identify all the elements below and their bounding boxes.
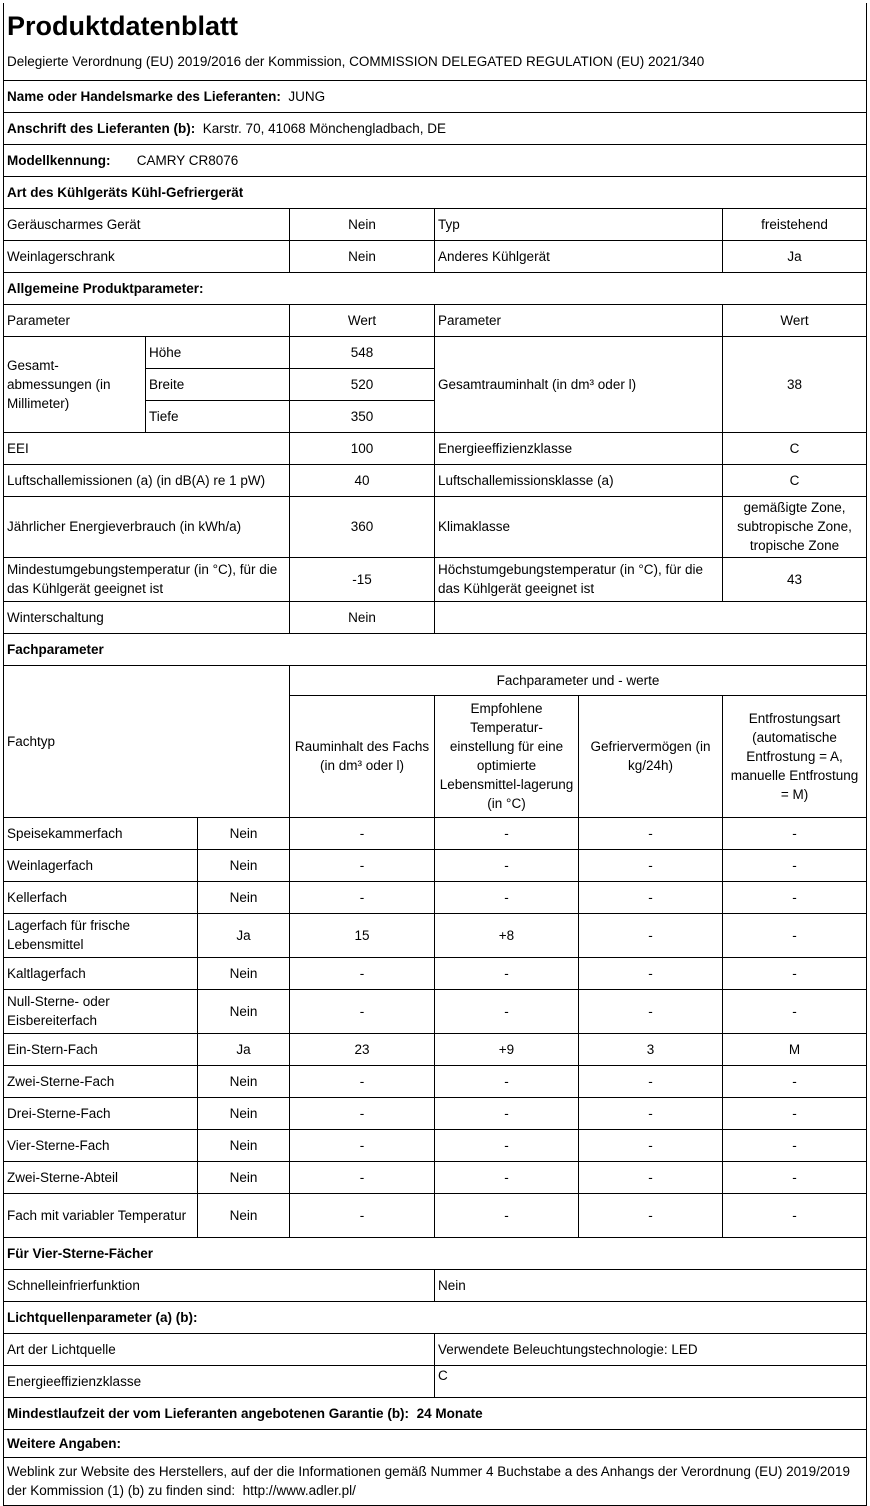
eei-value: 100 — [290, 432, 435, 464]
compartment-defrost-type: - — [723, 1065, 867, 1097]
compartment-temperature: - — [435, 1065, 579, 1097]
compartment-freezing-capacity: - — [579, 1193, 723, 1237]
page-title: Produktdatenblatt — [4, 3, 867, 43]
compartment-temperature: - — [435, 1129, 579, 1161]
volume-label: Gesamtrauminhalt (in dm³ oder l) — [435, 336, 723, 432]
compartment-present: Ja — [198, 913, 290, 957]
compartment-defrost-type: - — [723, 989, 867, 1033]
winter-label: Winterschaltung — [4, 601, 290, 633]
warranty-row — [4, 1397, 867, 1429]
compartment-defrost-type: M — [723, 1033, 867, 1065]
compartment-temperature: - — [435, 957, 579, 989]
general-heading: Allgemeine Produktparameter: — [4, 272, 867, 304]
noise-value: 40 — [290, 464, 435, 496]
dim-name: Breite — [146, 368, 290, 400]
further-heading: Weitere Angaben: — [4, 1429, 867, 1457]
annual-energy-value: 360 — [290, 496, 435, 557]
compartment-name: Weinlagerfach — [4, 849, 198, 881]
general-col-param-right: Parameter — [435, 304, 723, 336]
warranty-label: Mindestlaufzeit der vom Lieferanten angebotenen Garantie (b): — [7, 1405, 410, 1421]
general-col-value-right: Wert — [723, 304, 867, 336]
compartment-name: Zwei-Sterne-Abteil — [4, 1161, 198, 1193]
compartment-volume: - — [290, 989, 435, 1033]
supplier-value: JUNG — [288, 88, 326, 104]
compartment-defrost-type: - — [723, 1161, 867, 1193]
compartment-volume: 15 — [290, 913, 435, 957]
type-row-0-right-label: Typ — [435, 208, 723, 240]
eei-label: EEI — [4, 432, 290, 464]
compartment-row — [4, 1193, 867, 1237]
type-row-1-value: Nein — [290, 240, 435, 272]
compartment-freezing-capacity: - — [579, 817, 723, 849]
compartment-present: Nein — [198, 1129, 290, 1161]
noise-class-label: Luftschallemissionsklasse (a) — [435, 464, 723, 496]
model-value: CAMRY CR8076 — [136, 152, 239, 168]
dimensions-label: Gesamt-abmessungen (in Millimeter) — [4, 336, 146, 432]
energy-class-label: Energieeffizienzklasse — [435, 432, 723, 464]
compartment-present: Nein — [198, 849, 290, 881]
compartment-row — [4, 1097, 867, 1129]
compartment-volume: - — [290, 1193, 435, 1237]
compartment-freezing-capacity: 3 — [579, 1033, 723, 1065]
compartment-freezing-capacity: - — [579, 1065, 723, 1097]
max-temp-label: Höchstumgebungstemperatur (in °C), für die das Kühlgerät geeignet ist — [435, 557, 723, 601]
compartment-name: Null-Sterne- oder Eisbereiterfach — [4, 989, 198, 1033]
light-type-label: Art der Lichtquelle — [4, 1333, 435, 1365]
warranty-value: 24 Monate — [416, 1405, 483, 1421]
energy-class-value: C — [723, 432, 867, 464]
compartment-row — [4, 989, 867, 1033]
compartment-row — [4, 957, 867, 989]
compartment-present: Ja — [198, 1033, 290, 1065]
compartment-temperature: +8 — [435, 913, 579, 957]
climate-class-label: Klimaklasse — [435, 496, 723, 557]
max-temp-value: 43 — [723, 557, 867, 601]
compartment-row — [4, 1161, 867, 1193]
compartment-row — [4, 1129, 867, 1161]
compartment-present: Nein — [198, 817, 290, 849]
light-type-value: Verwendete Beleuchtungstechnologie: LED — [435, 1333, 867, 1365]
compartment-defrost-type: - — [723, 913, 867, 957]
model-label: Modellkennung: — [7, 152, 111, 168]
compartment-defrost-type: - — [723, 1097, 867, 1129]
annual-energy-label: Jährlicher Energieverbrauch (in kWh/a) — [4, 496, 290, 557]
address-value: Karstr. 70, 41068 Mönchengladbach, DE — [202, 120, 446, 136]
dim-value: 350 — [290, 400, 435, 432]
model-row — [4, 144, 867, 176]
dim-name: Tiefe — [146, 400, 290, 432]
general-col-value: Wert — [290, 304, 435, 336]
compartment-volume: - — [290, 849, 435, 881]
manufacturer-link[interactable]: http://www.adler.pl/ — [242, 1483, 356, 1498]
compartment-freezing-capacity: - — [579, 913, 723, 957]
dim-value: 520 — [290, 368, 435, 400]
compartment-temperature: +9 — [435, 1033, 579, 1065]
dim-value: 548 — [290, 336, 435, 368]
min-temp-label: Mindestumgebungstemperatur (in °C), für die das Kühlgerät geeignet ist — [4, 557, 290, 601]
compartment-temperature: - — [435, 849, 579, 881]
compartment-name: Vier-Sterne-Fach — [4, 1129, 198, 1161]
compartment-name: Speisekammerfach — [4, 817, 198, 849]
compartment-volume: - — [290, 817, 435, 849]
compartment-defrost-type: - — [723, 1129, 867, 1161]
compartment-temperature: - — [435, 1193, 579, 1237]
quick-freeze-label: Schnelleinfrierfunktion — [4, 1269, 435, 1301]
empty-cell — [435, 601, 867, 633]
compartment-freezing-capacity: - — [579, 1097, 723, 1129]
regulation-text: Delegierte Verordnung (EU) 2019/2016 der Kommission, COMMISSION DELEGATED REGULATION (EU) 2021/340 — [4, 43, 867, 80]
volume-value: 38 — [723, 336, 867, 432]
compartment-present: Nein — [198, 989, 290, 1033]
type-row-0-label: Geräuscharmes Gerät — [4, 208, 290, 240]
compartment-rows — [4, 817, 867, 1237]
compartment-freezing-capacity: - — [579, 881, 723, 913]
compartment-volume: - — [290, 881, 435, 913]
compartments-heading: Fachparameter — [4, 633, 867, 665]
compartment-defrost-type: - — [723, 881, 867, 913]
noise-label: Luftschallemissionen (a) (in dB(A) re 1 pW) — [4, 464, 290, 496]
min-temp-value: -15 — [290, 557, 435, 601]
col-fachtyp: Fachtyp — [4, 665, 290, 817]
further-text: Weblink zur Website des Herstellers, auf der die Informationen gemäß Nummer 4 Buchstabe a des Anhangs der Verordnung (EU) 2019/2019 der Kommission (1) (b) zu finden sind: — [7, 1464, 850, 1498]
compartment-volume: - — [290, 1065, 435, 1097]
compartment-freezing-capacity: - — [579, 849, 723, 881]
compartment-volume: - — [290, 1129, 435, 1161]
supplier-label: Name oder Handelsmarke des Lieferanten: — [7, 88, 281, 104]
compartment-row — [4, 1065, 867, 1097]
type-row-1-right-label: Anderes Kühlgerät — [435, 240, 723, 272]
compartment-name: Zwei-Sterne-Fach — [4, 1065, 198, 1097]
compartment-temperature: - — [435, 1097, 579, 1129]
compartment-volume: - — [290, 1097, 435, 1129]
col-defrost-type: Entfrostungsart (automatische Entfrostung = A, manuelle Entfrostung = M) — [723, 695, 867, 817]
compartment-row — [4, 817, 867, 849]
type-row-0-value: Nein — [290, 208, 435, 240]
compartment-temperature: - — [435, 1161, 579, 1193]
product-data-sheet — [3, 3, 867, 1506]
compartment-freezing-capacity: - — [579, 989, 723, 1033]
compartment-freezing-capacity: - — [579, 1161, 723, 1193]
compartment-row — [4, 1033, 867, 1065]
four-star-heading: Für Vier-Sterne-Fächer — [4, 1237, 867, 1269]
compartment-row — [4, 849, 867, 881]
compartment-volume: - — [290, 1161, 435, 1193]
general-col-param: Parameter — [4, 304, 290, 336]
address-row — [4, 112, 867, 144]
compartment-name: Lagerfach für frische Lebensmittel — [4, 913, 198, 957]
address-label: Anschrift des Lieferanten (b): — [7, 120, 196, 136]
compartment-name: Kellerfach — [4, 881, 198, 913]
appliance-type-heading: Art des Kühlgeräts Kühl-Gefriergerät — [4, 176, 867, 208]
compartment-present: Nein — [198, 1097, 290, 1129]
compartment-name: Kaltlagerfach — [4, 957, 198, 989]
type-row-1-right-value: Ja — [723, 240, 867, 272]
compartment-temperature: - — [435, 881, 579, 913]
compartment-present: Nein — [198, 1161, 290, 1193]
col-temperature: Empfohlene Temperatur-einstellung für eine optimierte Lebensmittel-lagerung (in °C) — [435, 695, 579, 817]
compartment-name: Ein-Stern-Fach — [4, 1033, 198, 1065]
compartment-temperature: - — [435, 989, 579, 1033]
compartment-freezing-capacity: - — [579, 1129, 723, 1161]
compartment-group-header: Fachparameter und - werte — [290, 665, 867, 695]
supplier-row — [4, 80, 867, 112]
compartment-volume: - — [290, 957, 435, 989]
compartment-defrost-type: - — [723, 817, 867, 849]
winter-value: Nein — [290, 601, 435, 633]
compartment-row — [4, 881, 867, 913]
compartment-name: Drei-Sterne-Fach — [4, 1097, 198, 1129]
compartment-freezing-capacity: - — [579, 957, 723, 989]
quick-freeze-value: Nein — [435, 1269, 867, 1301]
light-heading: Lichtquellenparameter (a) (b): — [4, 1301, 867, 1333]
compartment-defrost-type: - — [723, 849, 867, 881]
noise-class-value: C — [723, 464, 867, 496]
compartment-present: Nein — [198, 1065, 290, 1097]
compartment-temperature: - — [435, 817, 579, 849]
type-row-0-right-value: freistehend — [723, 208, 867, 240]
compartment-present: Nein — [198, 1193, 290, 1237]
light-class-label: Energieeffizienzklasse — [4, 1365, 435, 1397]
type-row-1-label: Weinlagerschrank — [4, 240, 290, 272]
further-text-row — [4, 1457, 867, 1505]
climate-class-value: gemäßigte Zone, subtropische Zone, tropische Zone — [723, 496, 867, 557]
compartment-defrost-type: - — [723, 957, 867, 989]
compartment-name: Fach mit variabler Temperatur — [4, 1193, 198, 1237]
compartment-present: Nein — [198, 881, 290, 913]
col-volume: Rauminhalt des Fachs (in dm³ oder l) — [290, 695, 435, 817]
compartment-present: Nein — [198, 957, 290, 989]
dim-name: Höhe — [146, 336, 290, 368]
light-class-value: C — [435, 1365, 867, 1397]
compartment-row — [4, 913, 867, 957]
col-freezing-capacity: Gefriervermögen (in kg/24h) — [579, 695, 723, 817]
compartment-volume: 23 — [290, 1033, 435, 1065]
compartment-defrost-type: - — [723, 1193, 867, 1237]
